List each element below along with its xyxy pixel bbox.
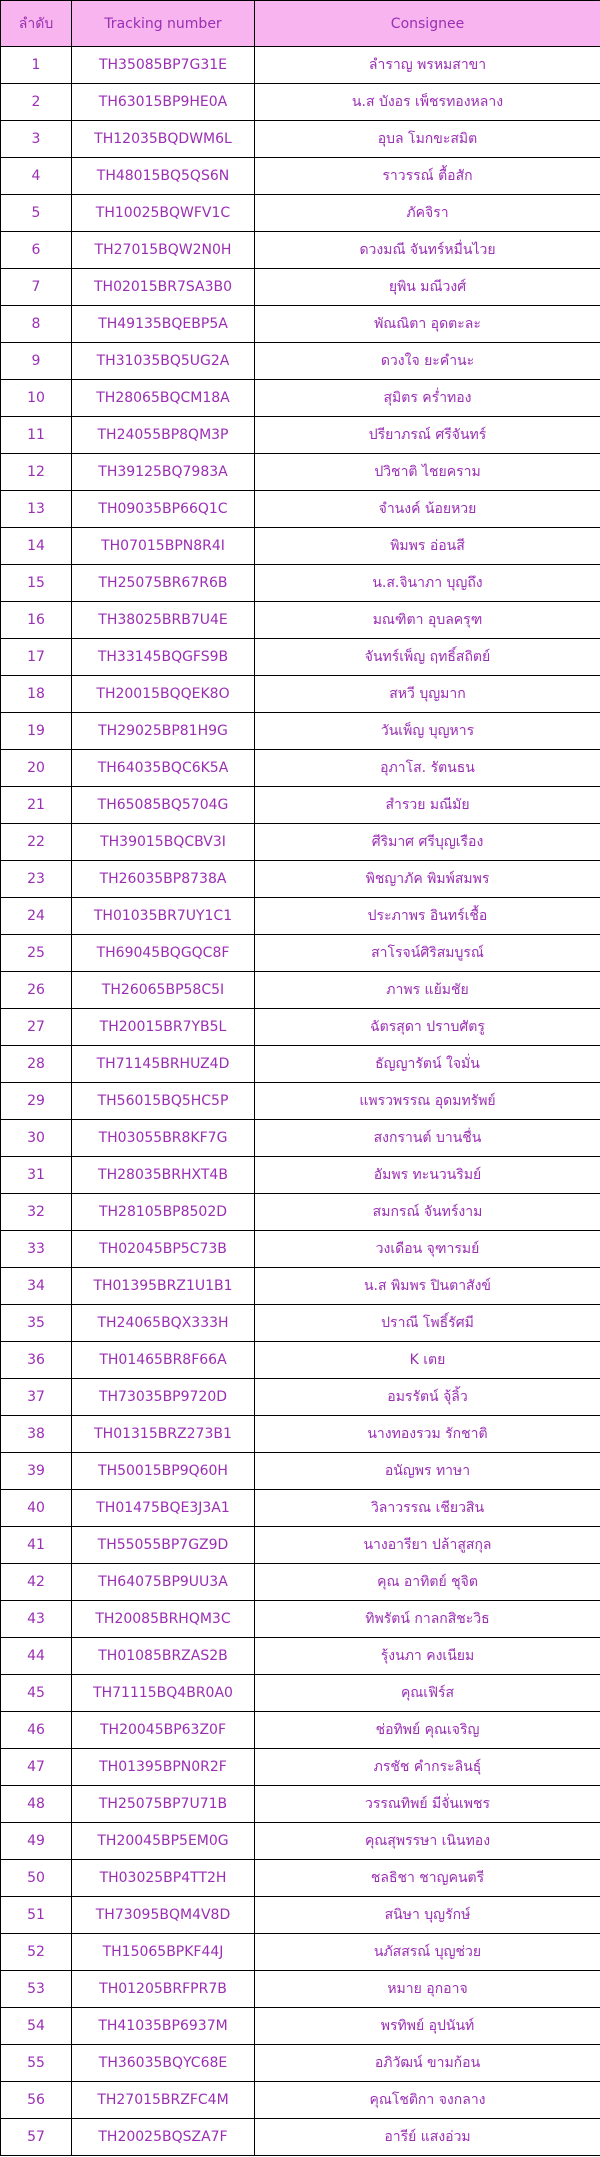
consignee-name: อุภาโส. รัตนธน: [255, 750, 600, 787]
table-row: [1, 2008, 600, 2045]
row-index: 17: [1, 639, 72, 676]
consignee-name: ภัคจิรา: [255, 195, 600, 232]
consignee-name: พิชญาภัค พิมพ์สมพร: [255, 861, 600, 898]
consignee-name: อภิวัฒน์ ขามก้อน: [255, 2045, 600, 2082]
row-index: 21: [1, 787, 72, 824]
consignee-name: สุมิตร คร่ำทอง: [255, 380, 600, 417]
tracking-number: TH24065BQX333H: [72, 1305, 255, 1342]
tracking-number: TH01085BRZAS2B: [72, 1638, 255, 1675]
consignee-name: แพรวพรรณ อุดมทรัพย์: [255, 1083, 600, 1120]
tracking-number: TH73035BP9720D: [72, 1379, 255, 1416]
table-row: [1, 2082, 600, 2119]
row-index: 6: [1, 232, 72, 269]
table-row: [1, 1120, 600, 1157]
tracking-number: TH39015BQCBV3I: [72, 824, 255, 861]
table-row: [1, 898, 600, 935]
tracking-number: TH28065BQCM18A: [72, 380, 255, 417]
consignee-name: สหวี บุญมาก: [255, 676, 600, 713]
tracking-number: TH12035BQDWM6L: [72, 121, 255, 158]
consignee-name: ลำราญ พรหมสาขา: [255, 47, 600, 84]
table-row: [1, 343, 600, 380]
table-row: [1, 1786, 600, 1823]
row-index: 28: [1, 1046, 72, 1083]
tracking-number: TH28105BP8502D: [72, 1194, 255, 1231]
tracking-number: TH56015BQ5HC5P: [72, 1083, 255, 1120]
consignee-name: สำรวย มณีมัย: [255, 787, 600, 824]
consignee-name: ราวรรณ์ ตื้อสัก: [255, 158, 600, 195]
header-index: ลำดับ: [1, 1, 72, 47]
row-index: 16: [1, 602, 72, 639]
tracking-number: TH41035BP6937M: [72, 2008, 255, 2045]
row-index: 29: [1, 1083, 72, 1120]
table-row: [1, 491, 600, 528]
row-index: 45: [1, 1675, 72, 1712]
tracking-number: TH73095BQM4V8D: [72, 1897, 255, 1934]
table-row: [1, 2119, 600, 2156]
tracking-number: TH28035BRHXT4B: [72, 1157, 255, 1194]
row-index: 11: [1, 417, 72, 454]
row-index: 8: [1, 306, 72, 343]
consignee-name: สมกรณ์ จันทร์งาม: [255, 1194, 600, 1231]
row-index: 32: [1, 1194, 72, 1231]
table-row: [1, 380, 600, 417]
row-index: 47: [1, 1749, 72, 1786]
row-index: 49: [1, 1823, 72, 1860]
tracking-number: TH15065BPKF44J: [72, 1934, 255, 1971]
tracking-number: TH55055BP7GZ9D: [72, 1527, 255, 1564]
table-row: [1, 158, 600, 195]
row-index: 36: [1, 1342, 72, 1379]
consignee-name: นางอารียา ปล้าสูสกุล: [255, 1527, 600, 1564]
table-row: [1, 1971, 600, 2008]
table-row: [1, 639, 600, 676]
consignee-name: อมรรัตน์ จุ้ลิ้ว: [255, 1379, 600, 1416]
tracking-number: TH02045BP5C73B: [72, 1231, 255, 1268]
tracking-number: TH01395BRZ1U1B1: [72, 1268, 255, 1305]
consignee-name: ประภาพร อินทร์เชื้อ: [255, 898, 600, 935]
consignee-name: ปราณี โพธิ์รัศมี: [255, 1305, 600, 1342]
table-row: [1, 1860, 600, 1897]
tracking-number: TH02015BR7SA3B0: [72, 269, 255, 306]
consignee-name: นภัสสรณ์ บุญช่วย: [255, 1934, 600, 1971]
row-index: 50: [1, 1860, 72, 1897]
row-index: 5: [1, 195, 72, 232]
tracking-number: TH69045BQGQC8F: [72, 935, 255, 972]
row-index: 26: [1, 972, 72, 1009]
table-row: [1, 1009, 600, 1046]
table-row: [1, 602, 600, 639]
header-consignee: Consignee: [255, 1, 600, 47]
row-index: 25: [1, 935, 72, 972]
tracking-number: TH01475BQE3J3A1: [72, 1490, 255, 1527]
table-row: [1, 1453, 600, 1490]
table-row: [1, 454, 600, 491]
tracking-number: TH03055BR8KF7G: [72, 1120, 255, 1157]
tracking-number: TH64035BQC6K5A: [72, 750, 255, 787]
row-index: 55: [1, 2045, 72, 2082]
consignee-name: ช่อทิพย์ คุณเจริญ: [255, 1712, 600, 1749]
table-row: [1, 121, 600, 158]
row-index: 22: [1, 824, 72, 861]
consignee-name: ยุพิน มณีวงศ์: [255, 269, 600, 306]
table-row: [1, 713, 600, 750]
consignee-name: สนิษา บุญรักษ์: [255, 1897, 600, 1934]
consignee-name: คุณสุพรรษา เนินทอง: [255, 1823, 600, 1860]
consignee-name: ธัญญารัตน์ ใจมั่น: [255, 1046, 600, 1083]
consignee-name: พัณณิตา อุดตะละ: [255, 306, 600, 343]
row-index: 23: [1, 861, 72, 898]
table-row: [1, 1601, 600, 1638]
row-index: 24: [1, 898, 72, 935]
tracking-number: TH07015BPN8R4I: [72, 528, 255, 565]
row-index: 4: [1, 158, 72, 195]
table-row: [1, 417, 600, 454]
table-row: [1, 1934, 600, 1971]
tracking-number: TH25075BP7U71B: [72, 1786, 255, 1823]
tracking-number: TH27015BQW2N0H: [72, 232, 255, 269]
consignee-name: อุบล โมกขะสมิต: [255, 121, 600, 158]
table-row: [1, 1379, 600, 1416]
table-row: [1, 1268, 600, 1305]
tracking-number: TH36035BQYC68E: [72, 2045, 255, 2082]
row-index: 19: [1, 713, 72, 750]
table-row: [1, 1527, 600, 1564]
tracking-number: TH20015BR7YB5L: [72, 1009, 255, 1046]
table-row: [1, 1046, 600, 1083]
tracking-number: TH38025BRB7U4E: [72, 602, 255, 639]
tracking-number: TH01035BR7UY1C1: [72, 898, 255, 935]
table-row: [1, 306, 600, 343]
table-row: [1, 1305, 600, 1342]
row-index: 20: [1, 750, 72, 787]
row-index: 14: [1, 528, 72, 565]
table-row: [1, 1712, 600, 1749]
table-row: [1, 565, 600, 602]
row-index: 54: [1, 2008, 72, 2045]
row-index: 48: [1, 1786, 72, 1823]
consignee-name: ดวงมณี จันทร์หมื่นไวย: [255, 232, 600, 269]
consignee-name: สาโรจน์ศิริสมบูรณ์: [255, 935, 600, 972]
table-row: [1, 1490, 600, 1527]
row-index: 51: [1, 1897, 72, 1934]
consignee-name: พรทิพย์ อุปนันท์: [255, 2008, 600, 2045]
consignee-name: ดวงใจ ยะคำนะ: [255, 343, 600, 380]
row-index: 9: [1, 343, 72, 380]
row-index: 56: [1, 2082, 72, 2119]
table-row: [1, 1564, 600, 1601]
consignee-name: นางทองรวม รักชาติ: [255, 1416, 600, 1453]
tracking-number: TH24055BP8QM3P: [72, 417, 255, 454]
table-row: [1, 676, 600, 713]
consignee-name: จันทร์เพ็ญ ฤทธิ์สถิตย์: [255, 639, 600, 676]
consignee-name: K เตย: [255, 1342, 600, 1379]
consignee-name: สงกรานต์ บานชื่น: [255, 1120, 600, 1157]
tracking-number: TH09035BP66Q1C: [72, 491, 255, 528]
tracking-number: TH50015BP9Q60H: [72, 1453, 255, 1490]
table-row: [1, 972, 600, 1009]
consignee-name: มณฑิตา อุบลครุฑ: [255, 602, 600, 639]
consignee-name: อนัญพร ทาษา: [255, 1453, 600, 1490]
table-row: [1, 861, 600, 898]
row-index: 13: [1, 491, 72, 528]
table-row: [1, 1416, 600, 1453]
consignee-name: รุ้งนภา คงเนียม: [255, 1638, 600, 1675]
tracking-number: TH26065BP58C5I: [72, 972, 255, 1009]
row-index: 44: [1, 1638, 72, 1675]
tracking-number: TH20085BRHQM3C: [72, 1601, 255, 1638]
row-index: 53: [1, 1971, 72, 2008]
tracking-number: TH71145BRHUZ4D: [72, 1046, 255, 1083]
table-row: [1, 84, 600, 121]
tracking-number: TH25075BR67R6B: [72, 565, 255, 602]
table-row: [1, 1749, 600, 1786]
tracking-number: TH01395BPN0R2F: [72, 1749, 255, 1786]
tracking-number: TH48015BQ5QS6N: [72, 158, 255, 195]
table-row: [1, 787, 600, 824]
consignee-name: พิมพร อ่อนสี: [255, 528, 600, 565]
row-index: 41: [1, 1527, 72, 1564]
tracking-number: TH20045BP63Z0F: [72, 1712, 255, 1749]
row-index: 57: [1, 2119, 72, 2156]
table-row: [1, 824, 600, 861]
tracking-number: TH31035BQ5UG2A: [72, 343, 255, 380]
consignee-name: วงเดือน จุฑารมย์: [255, 1231, 600, 1268]
consignee-name: ชลธิชา ชาญคนตรี: [255, 1860, 600, 1897]
consignee-name: คุณ อาทิตย์ ชุจิต: [255, 1564, 600, 1601]
table-row: [1, 1157, 600, 1194]
consignee-name: ปรียาภรณ์ ศรีจันทร์: [255, 417, 600, 454]
row-index: 12: [1, 454, 72, 491]
row-index: 27: [1, 1009, 72, 1046]
tracking-number: TH29025BP81H9G: [72, 713, 255, 750]
row-index: 2: [1, 84, 72, 121]
tracking-number: TH01205BRFPR7B: [72, 1971, 255, 2008]
tracking-number: TH10025BQWFV1C: [72, 195, 255, 232]
tracking-number: TH20015BQQEK8O: [72, 676, 255, 713]
row-index: 43: [1, 1601, 72, 1638]
tracking-number: TH35085BP7G31E: [72, 47, 255, 84]
table-row: [1, 750, 600, 787]
tracking-number: TH20025BQSZA7F: [72, 2119, 255, 2156]
row-index: 3: [1, 121, 72, 158]
row-index: 30: [1, 1120, 72, 1157]
consignee-name: วรรณทิพย์ มีจั่นเพชร: [255, 1786, 600, 1823]
row-index: 15: [1, 565, 72, 602]
table-row: [1, 47, 600, 84]
consignee-name: หมาย อุกอาจ: [255, 1971, 600, 2008]
tracking-number: TH01315BRZ273B1: [72, 1416, 255, 1453]
consignee-name: ภาพร แย้มชัย: [255, 972, 600, 1009]
table-row: [1, 232, 600, 269]
row-index: 40: [1, 1490, 72, 1527]
consignee-name: วันเพ็ญ บุญหาร: [255, 713, 600, 750]
consignee-name: ฉัตรสุดา ปราบศัตรู: [255, 1009, 600, 1046]
table-row: [1, 1342, 600, 1379]
tracking-number: TH33145BQGFS9B: [72, 639, 255, 676]
consignee-name: อัมพร ทะนวนริมย์: [255, 1157, 600, 1194]
row-index: 39: [1, 1453, 72, 1490]
row-index: 18: [1, 676, 72, 713]
row-index: 1: [1, 47, 72, 84]
consignee-name: ภรชัช คำกระลินธุ์: [255, 1749, 600, 1786]
tracking-number: TH65085BQ5704G: [72, 787, 255, 824]
tracking-number: TH03025BP4TT2H: [72, 1860, 255, 1897]
tracking-number: TH64075BP9UU3A: [72, 1564, 255, 1601]
table-row: [1, 1675, 600, 1712]
consignee-name: อารีย์ แสงอ่วม: [255, 2119, 600, 2156]
tracking-number: TH49135BQEBP5A: [72, 306, 255, 343]
table-row: [1, 2045, 600, 2082]
tracking-number: TH39125BQ7983A: [72, 454, 255, 491]
row-index: 52: [1, 1934, 72, 1971]
table-row: [1, 1083, 600, 1120]
consignee-name: ทิพรัตน์ กาลกสิชะวิธ: [255, 1601, 600, 1638]
table-row: [1, 1823, 600, 1860]
table-row: [1, 528, 600, 565]
header-tracking-number: Tracking number: [72, 1, 255, 47]
row-index: 33: [1, 1231, 72, 1268]
table-row: [1, 935, 600, 972]
table-row: [1, 269, 600, 306]
row-index: 37: [1, 1379, 72, 1416]
tracking-number: TH71115BQ4BR0A0: [72, 1675, 255, 1712]
table-row: [1, 1638, 600, 1675]
consignee-name: ปวิชาติ ไชยคราม: [255, 454, 600, 491]
row-index: 42: [1, 1564, 72, 1601]
consignee-name: วิลาวรรณ เชียวสิน: [255, 1490, 600, 1527]
table-row: [1, 1897, 600, 1934]
consignee-name: น.ส พิมพร ปินตาสังข์: [255, 1268, 600, 1305]
consignee-name: คุณโชติกา จงกลาง: [255, 2082, 600, 2119]
tracking-number: TH63015BP9HE0A: [72, 84, 255, 121]
tracking-number: TH01465BR8F66A: [72, 1342, 255, 1379]
row-index: 35: [1, 1305, 72, 1342]
row-index: 34: [1, 1268, 72, 1305]
table-row: [1, 1194, 600, 1231]
row-index: 10: [1, 380, 72, 417]
table-row: [1, 195, 600, 232]
table-row: [1, 1231, 600, 1268]
header-row: [1, 1, 600, 47]
tracking-number: TH27015BRZFC4M: [72, 2082, 255, 2119]
row-index: 38: [1, 1416, 72, 1453]
consignee-name: น.ส.จินาภา บุญถึง: [255, 565, 600, 602]
row-index: 31: [1, 1157, 72, 1194]
consignee-name: น.ส บังอร เพ็ชรทองหลาง: [255, 84, 600, 121]
row-index: 46: [1, 1712, 72, 1749]
tracking-number: TH26035BP8738A: [72, 861, 255, 898]
consignee-name: ศีริมาศ ศรีบุญเรือง: [255, 824, 600, 861]
consignee-name: คุณเฟิร์ส: [255, 1675, 600, 1712]
row-index: 7: [1, 269, 72, 306]
tracking-number: TH20045BP5EM0G: [72, 1823, 255, 1860]
consignee-name: จำนงค์ น้อยหวย: [255, 491, 600, 528]
